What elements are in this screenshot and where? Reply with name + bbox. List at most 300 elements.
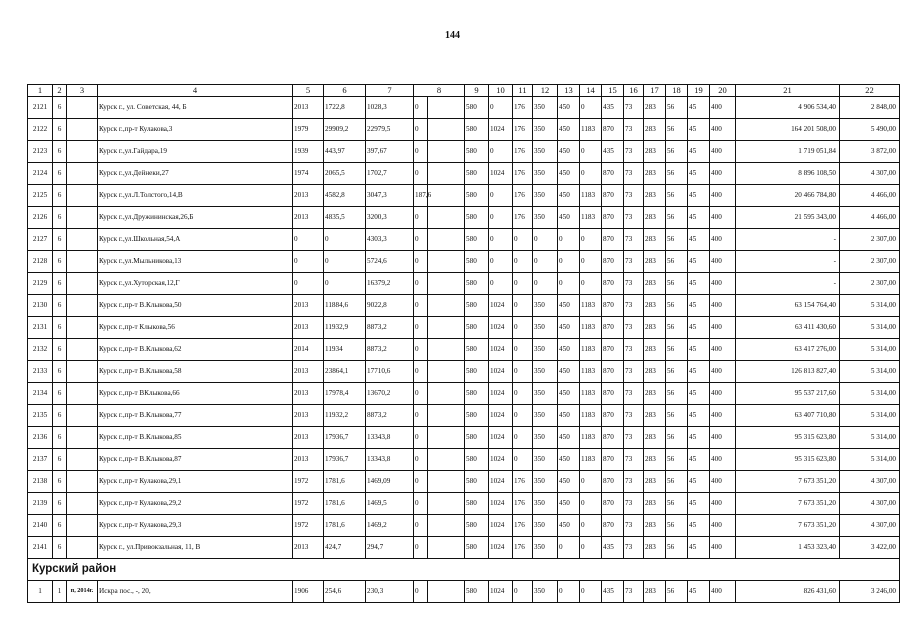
table-cell: 20 466 784,80 [736, 185, 840, 207]
table-cell: 283 [644, 449, 666, 471]
table-cell: 45 [688, 515, 710, 537]
table-cell: 400 [710, 97, 736, 119]
table-cell: 2013 [293, 207, 324, 229]
table-row [28, 493, 900, 515]
table-cell: 1469,5 [366, 493, 414, 515]
table-cell [67, 405, 98, 427]
table-cell [428, 119, 465, 141]
column-header: 9 [465, 85, 489, 97]
table-cell: Курск г.,ул.Хуторская,12,Г [98, 273, 293, 295]
table-cell: 45 [688, 471, 710, 493]
table-cell: 56 [666, 251, 688, 273]
table-cell: 283 [644, 581, 666, 603]
table-cell: 176 [513, 493, 533, 515]
table-cell: 95 315 623,80 [736, 427, 840, 449]
table-cell: 1024 [489, 163, 513, 185]
table-cell: 350 [533, 515, 558, 537]
table-cell [67, 493, 98, 515]
table-cell: 2123 [28, 141, 53, 163]
table-cell: 0 [324, 251, 366, 273]
table-cell: 870 [602, 317, 624, 339]
table-cell: 8 896 108,50 [736, 163, 840, 185]
table-cell: 283 [644, 339, 666, 361]
table-cell: 11932,2 [324, 405, 366, 427]
table-cell: 2126 [28, 207, 53, 229]
table-cell: 1906 [293, 581, 324, 603]
table-cell: 400 [710, 581, 736, 603]
table-cell: 73 [624, 295, 644, 317]
table-cell [428, 295, 465, 317]
table-cell: 1781,6 [324, 515, 366, 537]
table-cell: 870 [602, 295, 624, 317]
table-cell: 6 [53, 405, 67, 427]
table-cell: 580 [465, 405, 489, 427]
table-cell: 8873,2 [366, 405, 414, 427]
table-cell: 0 [533, 229, 558, 251]
table-cell: 56 [666, 361, 688, 383]
table-cell: 870 [602, 119, 624, 141]
table-cell: 400 [710, 163, 736, 185]
table-cell: 254,6 [324, 581, 366, 603]
table-cell: 283 [644, 317, 666, 339]
table-cell: 2013 [293, 295, 324, 317]
table-cell: 0 [580, 141, 602, 163]
table-cell: 0 [513, 317, 533, 339]
table-cell: 1469,2 [366, 515, 414, 537]
table-cell: - [736, 273, 840, 295]
table-cell: 4835,5 [324, 207, 366, 229]
table-cell: 6 [53, 427, 67, 449]
table-cell: 1722,8 [324, 97, 366, 119]
table-cell: 5724,6 [366, 251, 414, 273]
table-cell: 5 314,00 [840, 339, 900, 361]
table-cell: 45 [688, 97, 710, 119]
table-cell: 450 [558, 97, 580, 119]
table-cell: 11934 [324, 339, 366, 361]
table-cell: 0 [489, 97, 513, 119]
column-header: 6 [324, 85, 366, 97]
table-cell: 176 [513, 185, 533, 207]
table-cell: 400 [710, 251, 736, 273]
table-cell [67, 97, 98, 119]
table-cell: 45 [688, 361, 710, 383]
table-cell: 176 [513, 471, 533, 493]
table-row [28, 317, 900, 339]
table-cell: Курск г.,пр-т Клыкова,56 [98, 317, 293, 339]
table-cell: 450 [558, 119, 580, 141]
table-cell: 45 [688, 141, 710, 163]
table-cell: 0 [533, 251, 558, 273]
table-cell: 350 [533, 383, 558, 405]
table-cell [428, 449, 465, 471]
table-cell: 63 154 764,40 [736, 295, 840, 317]
table-cell: 8873,2 [366, 339, 414, 361]
table-cell: 56 [666, 493, 688, 515]
table-row [28, 361, 900, 383]
table-cell: 2 848,00 [840, 97, 900, 119]
table-cell: 3 422,00 [840, 537, 900, 559]
table-cell: 56 [666, 273, 688, 295]
table-cell: 580 [465, 581, 489, 603]
table-cell: 0 [558, 251, 580, 273]
table-cell [67, 295, 98, 317]
table-cell: 283 [644, 163, 666, 185]
table-cell: 580 [465, 515, 489, 537]
table-cell: 45 [688, 207, 710, 229]
table-cell: 1469,09 [366, 471, 414, 493]
column-header: 18 [666, 85, 688, 97]
table-cell: 4 307,00 [840, 515, 900, 537]
table-cell: 443,97 [324, 141, 366, 163]
table-cell: 450 [558, 383, 580, 405]
table-cell: 580 [465, 273, 489, 295]
table-cell: 1183 [580, 119, 602, 141]
table-cell: 2 307,00 [840, 229, 900, 251]
table-row [28, 207, 900, 229]
table-cell: 5 314,00 [840, 427, 900, 449]
table-cell: 580 [465, 185, 489, 207]
table-cell: 0 [324, 273, 366, 295]
table-cell: 17978,4 [324, 383, 366, 405]
table-cell: 73 [624, 515, 644, 537]
table-cell: - [736, 229, 840, 251]
table-cell [67, 163, 98, 185]
table-cell: 73 [624, 141, 644, 163]
table-cell: 13670,2 [366, 383, 414, 405]
table-cell: Курск г.,ул.Гайдара,19 [98, 141, 293, 163]
table-cell: 1972 [293, 471, 324, 493]
table-cell: 400 [710, 537, 736, 559]
table-cell: 56 [666, 427, 688, 449]
table-cell: 5 314,00 [840, 383, 900, 405]
table-cell: 400 [710, 515, 736, 537]
table-cell: 2140 [28, 515, 53, 537]
table-cell: 45 [688, 581, 710, 603]
table-cell: 16379,2 [366, 273, 414, 295]
table-cell [428, 515, 465, 537]
table-cell: 0 [414, 317, 428, 339]
table-cell: 73 [624, 317, 644, 339]
table-cell: 0 [513, 581, 533, 603]
table-cell: 45 [688, 339, 710, 361]
table-cell: Курск г.,пр-т В.Клыкова,77 [98, 405, 293, 427]
table-cell [67, 515, 98, 537]
table-row [28, 339, 900, 361]
table-cell: 63 417 276,00 [736, 339, 840, 361]
table-cell: 1024 [489, 339, 513, 361]
table-cell: 1 [28, 581, 53, 603]
table-cell: 56 [666, 449, 688, 471]
table-cell: 0 [513, 229, 533, 251]
table-cell: 0 [580, 273, 602, 295]
table-cell: 2139 [28, 493, 53, 515]
table-cell: 283 [644, 207, 666, 229]
table-cell: 0 [513, 273, 533, 295]
table-cell: 176 [513, 163, 533, 185]
table-cell: 0 [414, 97, 428, 119]
table-cell: 0 [414, 383, 428, 405]
table-cell: 1702,7 [366, 163, 414, 185]
table-cell: Курск г.,ул.Школьная,54,А [98, 229, 293, 251]
table-cell: 1028,3 [366, 97, 414, 119]
table-cell: 73 [624, 185, 644, 207]
table-cell [67, 427, 98, 449]
column-header: 11 [513, 85, 533, 97]
registry-table [27, 84, 900, 603]
table-cell: 424,7 [324, 537, 366, 559]
table-cell: 400 [710, 339, 736, 361]
table-cell: 0 [580, 581, 602, 603]
table-cell: 45 [688, 119, 710, 141]
table-cell: 826 431,60 [736, 581, 840, 603]
table-cell: 0 [414, 493, 428, 515]
table-cell: 400 [710, 207, 736, 229]
table-cell [428, 251, 465, 273]
table-cell: 6 [53, 317, 67, 339]
table-cell [428, 493, 465, 515]
table-cell: 6 [53, 251, 67, 273]
table-cell: 56 [666, 537, 688, 559]
table-cell: 870 [602, 471, 624, 493]
table-cell: 0 [293, 251, 324, 273]
table-row [28, 515, 900, 537]
table-cell: 6 [53, 185, 67, 207]
table-cell: 0 [580, 97, 602, 119]
table-cell: 580 [465, 251, 489, 273]
table-cell: Искра пос., -, 20, [98, 581, 293, 603]
table-cell [67, 471, 98, 493]
table-cell: 45 [688, 317, 710, 339]
table-cell: 400 [710, 295, 736, 317]
column-header: 10 [489, 85, 513, 97]
table-cell: 283 [644, 273, 666, 295]
table-cell: 73 [624, 581, 644, 603]
table-cell: 283 [644, 471, 666, 493]
table-cell: 3 246,00 [840, 581, 900, 603]
table-cell: 350 [533, 339, 558, 361]
table-cell: 0 [580, 163, 602, 185]
table-cell: 1024 [489, 317, 513, 339]
table-cell: 350 [533, 361, 558, 383]
table-cell: 1024 [489, 119, 513, 141]
column-header: 12 [533, 85, 558, 97]
table-cell: 6 [53, 119, 67, 141]
table-cell: 7 673 351,20 [736, 471, 840, 493]
table-cell [67, 119, 98, 141]
table-cell: 870 [602, 493, 624, 515]
table-cell: 1183 [580, 361, 602, 383]
table-cell: 350 [533, 405, 558, 427]
table-cell: 1024 [489, 581, 513, 603]
table-cell: 400 [710, 449, 736, 471]
table-cell: 283 [644, 251, 666, 273]
table-cell: 17710,6 [366, 361, 414, 383]
table-cell: 73 [624, 229, 644, 251]
table-cell: 0 [558, 537, 580, 559]
table-cell: - [736, 251, 840, 273]
table-cell: 4 466,00 [840, 207, 900, 229]
table-cell: 400 [710, 273, 736, 295]
table-cell: 350 [533, 295, 558, 317]
table-cell: 1024 [489, 493, 513, 515]
table-row [28, 229, 900, 251]
table-cell: 6 [53, 383, 67, 405]
table-cell: Курск г.,ул.Дружининская,26,Б [98, 207, 293, 229]
table-cell: 6 [53, 207, 67, 229]
column-header: 3 [67, 85, 98, 97]
table-cell: 0 [414, 207, 428, 229]
table-cell: 450 [558, 295, 580, 317]
table-cell: 0 [558, 273, 580, 295]
table-cell: 350 [533, 493, 558, 515]
table-cell: 400 [710, 185, 736, 207]
table-cell: 5 314,00 [840, 361, 900, 383]
table-cell: 5 490,00 [840, 119, 900, 141]
table-cell [428, 537, 465, 559]
table-cell: 870 [602, 163, 624, 185]
table-cell: 0 [533, 273, 558, 295]
table-cell: 0 [414, 339, 428, 361]
table-cell: 2013 [293, 97, 324, 119]
table-cell: 2134 [28, 383, 53, 405]
table-cell: Курск г., ул.Привокзальная, 11, В [98, 537, 293, 559]
table-cell: 870 [602, 339, 624, 361]
table-cell: Курск г.,ул.Л.Толстого,14,В [98, 185, 293, 207]
table-cell: 450 [558, 427, 580, 449]
table-cell: 73 [624, 405, 644, 427]
table-body [28, 85, 900, 603]
table-cell: 6 [53, 537, 67, 559]
table-cell: 230,3 [366, 581, 414, 603]
table-cell: 3047,3 [366, 185, 414, 207]
table-cell: 580 [465, 207, 489, 229]
table-cell: 6 [53, 493, 67, 515]
table-cell: 0 [293, 273, 324, 295]
table-cell: 350 [533, 97, 558, 119]
table-cell: 73 [624, 493, 644, 515]
table-cell: 450 [558, 185, 580, 207]
table-row [28, 119, 900, 141]
table-cell: 56 [666, 471, 688, 493]
table-cell: 13343,8 [366, 427, 414, 449]
table-cell: 397,67 [366, 141, 414, 163]
table-cell [428, 207, 465, 229]
table-cell [428, 339, 465, 361]
table-cell: 6 [53, 141, 67, 163]
table-cell: 870 [602, 185, 624, 207]
table-cell: 283 [644, 515, 666, 537]
table-cell: 350 [533, 163, 558, 185]
table-cell: 283 [644, 361, 666, 383]
table-cell: 176 [513, 537, 533, 559]
table-cell: 0 [513, 405, 533, 427]
table-cell: 4 466,00 [840, 185, 900, 207]
table-cell: 1972 [293, 515, 324, 537]
table-row [28, 449, 900, 471]
table-cell: 176 [513, 119, 533, 141]
column-header: 14 [580, 85, 602, 97]
table-cell: 2 307,00 [840, 251, 900, 273]
table-cell: 1024 [489, 383, 513, 405]
table-cell: 5 314,00 [840, 317, 900, 339]
table-row [28, 295, 900, 317]
table-cell: 1183 [580, 383, 602, 405]
table-cell: 45 [688, 273, 710, 295]
table-cell: 176 [513, 515, 533, 537]
table-cell: 0 [414, 229, 428, 251]
table-cell: Курск г.,пр-т В.Клыкова,87 [98, 449, 293, 471]
table-cell: 0 [414, 581, 428, 603]
header-row [28, 85, 900, 97]
table-cell: 56 [666, 581, 688, 603]
table-cell: 0 [489, 141, 513, 163]
table-cell: 1024 [489, 361, 513, 383]
table-cell: 1024 [489, 537, 513, 559]
table-row [28, 383, 900, 405]
table-cell [67, 537, 98, 559]
table-cell: 1 719 051,84 [736, 141, 840, 163]
table-cell: 450 [558, 339, 580, 361]
table-cell [67, 141, 98, 163]
table-cell: 870 [602, 427, 624, 449]
table-cell [428, 427, 465, 449]
table-cell: 0 [489, 207, 513, 229]
table-cell: 450 [558, 515, 580, 537]
table-cell: 176 [513, 141, 533, 163]
table-cell: Курск г.,пр-т В.Клыкова,58 [98, 361, 293, 383]
table-cell: 400 [710, 317, 736, 339]
table-cell [428, 383, 465, 405]
column-header: 7 [366, 85, 414, 97]
table-cell: 73 [624, 97, 644, 119]
table-cell: 400 [710, 141, 736, 163]
table-cell: 187,6 [414, 185, 428, 207]
table-cell [428, 185, 465, 207]
table-cell: 2065,5 [324, 163, 366, 185]
table-cell: Курск г.,пр-т Кулакова,29,3 [98, 515, 293, 537]
table-cell: 580 [465, 141, 489, 163]
table-cell: 2138 [28, 471, 53, 493]
table-cell: 870 [602, 361, 624, 383]
table-cell: 0 [414, 361, 428, 383]
table-cell: 0 [414, 471, 428, 493]
table-cell: 1979 [293, 119, 324, 141]
table-cell: 5 314,00 [840, 295, 900, 317]
table-cell: 2137 [28, 449, 53, 471]
table-row [28, 251, 900, 273]
table-cell: 435 [602, 97, 624, 119]
column-header: 2 [53, 85, 67, 97]
table-cell: 0 [580, 515, 602, 537]
table-cell: 6 [53, 229, 67, 251]
table-cell: Курск г.,пр-т Кулакова,29,1 [98, 471, 293, 493]
table-cell: 283 [644, 119, 666, 141]
table-cell: 0 [414, 273, 428, 295]
table-cell: 2121 [28, 97, 53, 119]
table-cell [428, 405, 465, 427]
table-cell: Курск г.,пр-т ВКлыкова,66 [98, 383, 293, 405]
table-cell: 13343,8 [366, 449, 414, 471]
table-cell: 2013 [293, 383, 324, 405]
page-number: 144 [445, 30, 460, 41]
table-cell: 45 [688, 185, 710, 207]
table-cell: 450 [558, 361, 580, 383]
table-cell [67, 229, 98, 251]
column-header: 20 [710, 85, 736, 97]
table-cell: 450 [558, 493, 580, 515]
table-cell: 8873,2 [366, 317, 414, 339]
table-cell: 56 [666, 97, 688, 119]
